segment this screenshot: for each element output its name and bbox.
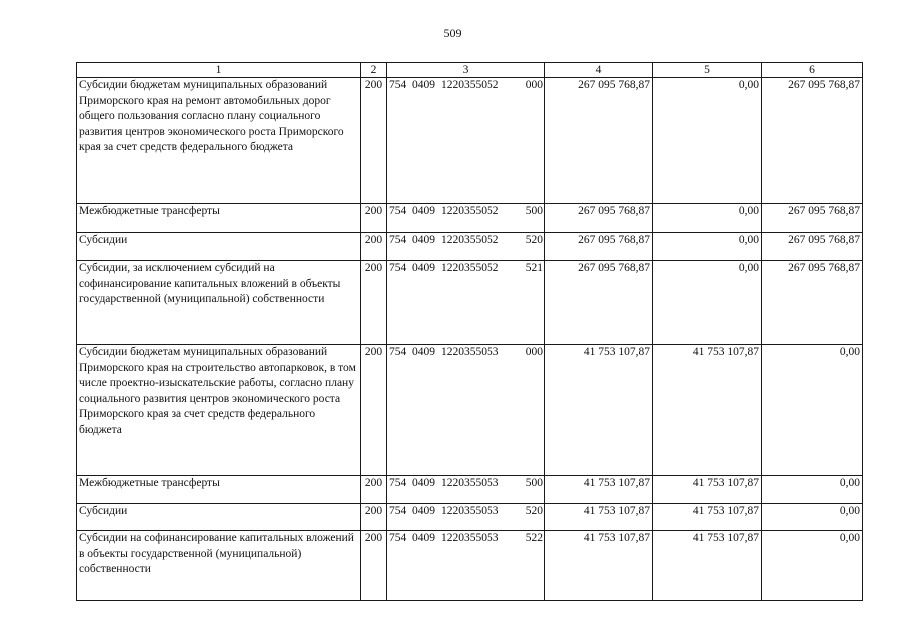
code-statya: 1220355052 <box>441 262 499 274</box>
table-body <box>77 78 863 601</box>
row-code <box>387 78 545 204</box>
code-vedomstvo: 754 <box>389 234 407 246</box>
code-vid: 520 <box>525 505 543 517</box>
code-statya: 1220355052 <box>441 234 499 246</box>
header-col-3: 3 <box>387 63 545 78</box>
code-vid: 521 <box>525 262 543 274</box>
table-row <box>77 261 863 345</box>
row-name: Субсидии <box>77 233 361 261</box>
table-row <box>77 233 863 261</box>
code-statya: 1220355052 <box>441 79 499 91</box>
code-vedomstvo: 754 <box>389 262 407 274</box>
row-col5: 41 753 107,87 <box>653 531 762 601</box>
code-razdel: 0409 <box>412 505 435 517</box>
row-code <box>387 531 545 601</box>
header-col-5: 5 <box>653 63 762 78</box>
table-header <box>77 63 863 78</box>
code-razdel: 0409 <box>412 79 435 91</box>
row-code <box>387 261 545 345</box>
row-col5: 41 753 107,87 <box>653 476 762 504</box>
row-col4: 267 095 768,87 <box>545 78 653 204</box>
header-col-2: 2 <box>361 63 387 78</box>
row-col4: 41 753 107,87 <box>545 504 653 531</box>
row-kod: 200 <box>361 345 387 476</box>
row-kod: 200 <box>361 204 387 233</box>
row-code <box>387 204 545 233</box>
code-statya: 1220355053 <box>441 505 499 517</box>
row-name: Субсидии на софинансирование капитальных вложений в объекты государственной (муниципальной) собственности <box>77 531 361 601</box>
row-col6: 0,00 <box>762 504 863 531</box>
row-col6: 267 095 768,87 <box>762 233 863 261</box>
code-statya: 1220355053 <box>441 532 499 544</box>
code-vid: 500 <box>525 205 543 217</box>
header-col-6: 6 <box>762 63 863 78</box>
code-vedomstvo: 754 <box>389 346 407 358</box>
row-col4: 267 095 768,87 <box>545 233 653 261</box>
code-vid: 522 <box>525 532 543 544</box>
row-col4: 41 753 107,87 <box>545 531 653 601</box>
row-name: Субсидии, за исключением субсидий на софинансирование капитальных вложений в объекты государственной (муниципальной) собственности <box>77 261 361 345</box>
row-col6: 267 095 768,87 <box>762 261 863 345</box>
code-vid: 520 <box>525 234 543 246</box>
code-vedomstvo: 754 <box>389 79 407 91</box>
row-code <box>387 233 545 261</box>
row-col5: 0,00 <box>653 78 762 204</box>
table-row <box>77 476 863 504</box>
row-kod: 200 <box>361 531 387 601</box>
row-code <box>387 504 545 531</box>
row-col6: 0,00 <box>762 345 863 476</box>
row-col5: 0,00 <box>653 233 762 261</box>
code-razdel: 0409 <box>412 346 435 358</box>
row-col6: 0,00 <box>762 476 863 504</box>
row-name: Межбюджетные трансферты <box>77 204 361 233</box>
code-vedomstvo: 754 <box>389 505 407 517</box>
row-col5: 0,00 <box>653 204 762 233</box>
row-col5: 41 753 107,87 <box>653 504 762 531</box>
code-razdel: 0409 <box>412 532 435 544</box>
row-kod: 200 <box>361 78 387 204</box>
row-code <box>387 345 545 476</box>
row-col6: 0,00 <box>762 531 863 601</box>
row-kod: 200 <box>361 504 387 531</box>
row-col4: 41 753 107,87 <box>545 345 653 476</box>
header-row <box>77 63 863 78</box>
row-kod: 200 <box>361 261 387 345</box>
row-kod: 200 <box>361 476 387 504</box>
header-col-4: 4 <box>545 63 653 78</box>
code-statya: 1220355053 <box>441 346 499 358</box>
table-row <box>77 204 863 233</box>
row-col5: 41 753 107,87 <box>653 345 762 476</box>
row-code <box>387 476 545 504</box>
row-name: Субсидии бюджетам муниципальных образований Приморского края на ремонт автомобильных дорог общего пользования согласно плану социального развития центров экономического роста Приморского края за счет средств федерального бюджета <box>77 78 361 204</box>
row-col5: 0,00 <box>653 261 762 345</box>
row-name: Субсидии бюджетам муниципальных образований Приморского края на строительство автопарковок, в том числе проектно-изыскательские работы, согласно плану социального развития центров экономического роста Приморского края за счет средств федерального бюджета <box>77 345 361 476</box>
code-vid: 000 <box>525 79 543 91</box>
code-statya: 1220355052 <box>441 205 499 217</box>
budget-table <box>76 62 863 601</box>
table-row <box>77 504 863 531</box>
code-razdel: 0409 <box>412 262 435 274</box>
row-name: Межбюджетные трансферты <box>77 476 361 504</box>
code-vid: 500 <box>525 477 543 489</box>
table-row <box>77 345 863 476</box>
code-razdel: 0409 <box>412 205 435 217</box>
code-razdel: 0409 <box>412 477 435 489</box>
code-vedomstvo: 754 <box>389 477 407 489</box>
row-name: Субсидии <box>77 504 361 531</box>
row-col4: 41 753 107,87 <box>545 476 653 504</box>
code-vid: 000 <box>525 346 543 358</box>
code-statya: 1220355053 <box>441 477 499 489</box>
table-row <box>77 78 863 204</box>
header-col-1: 1 <box>77 63 361 78</box>
row-col4: 267 095 768,87 <box>545 204 653 233</box>
code-vedomstvo: 754 <box>389 532 407 544</box>
code-razdel: 0409 <box>412 234 435 246</box>
table-row <box>77 531 863 601</box>
row-kod: 200 <box>361 233 387 261</box>
row-col6: 267 095 768,87 <box>762 78 863 204</box>
page-number: 509 <box>443 26 462 40</box>
code-vedomstvo: 754 <box>389 205 407 217</box>
row-col4: 267 095 768,87 <box>545 261 653 345</box>
row-col6: 267 095 768,87 <box>762 204 863 233</box>
